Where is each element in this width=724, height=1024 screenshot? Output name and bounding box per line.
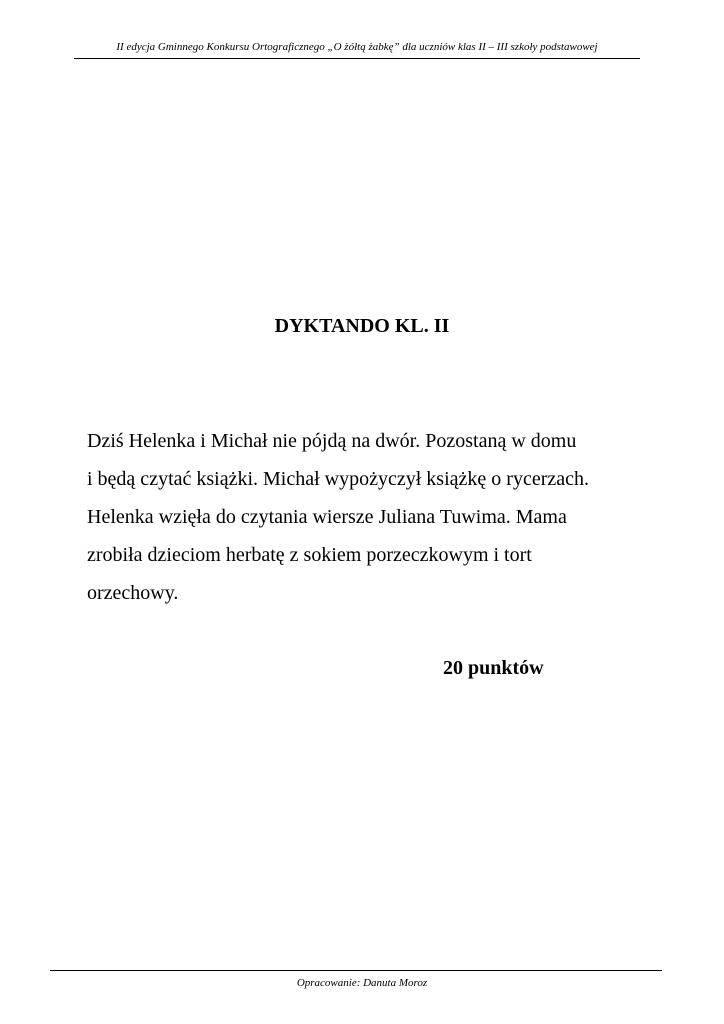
- dictation-line: orzechowy.: [87, 582, 179, 604]
- page-title: DYKTANDO KL. II: [274, 315, 450, 337]
- page-header: II edycja Gminnego Konkursu Ortograficznego „O żółtą żabkę” dla uczniów klas II – III szkoły podstawowej: [116, 41, 598, 53]
- dictation-line: Dziś Helenka i Michał nie pójdą na dwór. Pozostaną w domu: [87, 430, 577, 452]
- dictation-line: zrobiła dzieciom herbatę z sokiem porzeczkowym i tort: [87, 544, 532, 566]
- dictation-line: Helenka wzięła do czytania wiersze Juliana Tuwima. Mama: [87, 506, 567, 528]
- dictation-line: i będą czytać książki. Michał wypożyczył książkę o rycerzach.: [87, 468, 589, 490]
- dictation-text: [87, 422, 667, 612]
- footer-divider: [50, 970, 662, 971]
- header-divider: [74, 58, 640, 59]
- points-label: 20 punktów: [443, 657, 544, 679]
- page-footer: Opracowanie: Danuta Moroz: [296, 977, 428, 989]
